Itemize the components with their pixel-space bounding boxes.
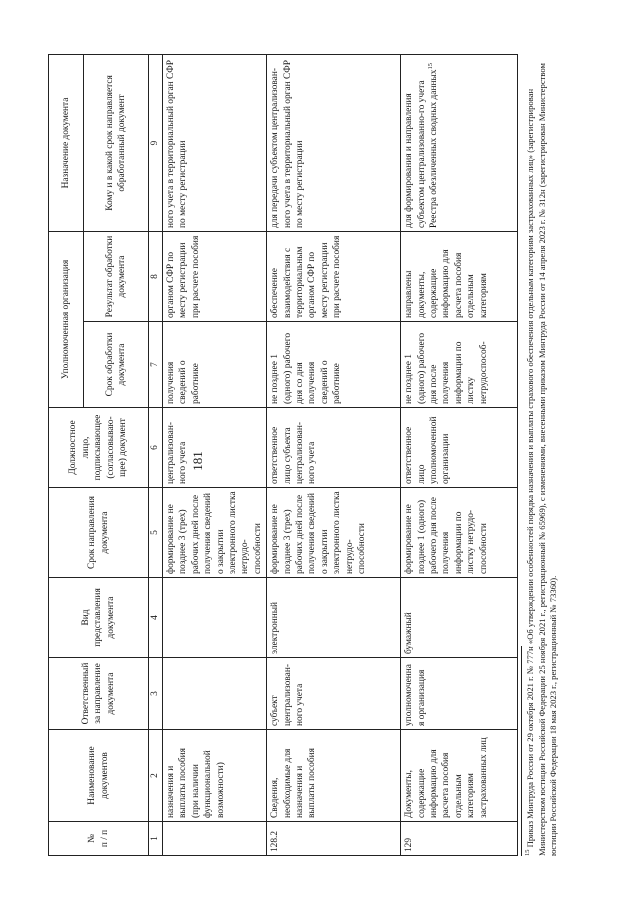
header-row-1 xyxy=(49,54,84,855)
header-processing-time: Срок обработки документа xyxy=(84,322,149,408)
column-number: 3 xyxy=(149,658,163,730)
header-document-name: Наименование документов xyxy=(49,730,149,822)
documents-table xyxy=(48,54,518,856)
cell-processing-time: получения сведений о работнике xyxy=(163,322,267,408)
cell-document-name: Сведения, необходимые для назначения и выплаты пособия xyxy=(267,730,401,822)
cell-deadline: формирование не позднее 1 (одного) рабочего дня после получения информации по листку нетрудо-способности xyxy=(401,488,518,578)
cell-responsible xyxy=(163,658,267,730)
cell-official: ответственное лицо субъекта централизован-ного учета xyxy=(267,408,401,488)
table-row xyxy=(267,54,401,855)
table-row xyxy=(401,54,518,855)
column-number: 7 xyxy=(149,322,163,408)
cell-responsible: субъект централизован-ного учета xyxy=(267,658,401,730)
cell-result: обеспечение взаимодействия с территориальным органом СФР по месту регистрации при расчете пособия xyxy=(267,231,401,321)
cell-deadline: формирование не позднее 3 (трех) рабочих дней после получения сведений о закрытии электронного листка нетрудо-способности xyxy=(267,488,401,578)
cell-processing-time: не позднее 1 (одного) рабочего дня после получения информации по листку нетрудоспособ- xyxy=(401,322,518,408)
column-number: 9 xyxy=(149,54,163,231)
column-number: 1 xyxy=(149,822,163,856)
header-responsible: Ответственный за направление документа xyxy=(49,658,149,730)
cell-number xyxy=(163,822,267,856)
header-form: Вид представления документа xyxy=(49,578,149,658)
cell-document-name: Документы, содержащие информацию для расчета пособия отдельным категориям застрахованных лиц xyxy=(401,730,518,822)
column-number: 2 xyxy=(149,730,163,822)
header-group-purpose: Назначение документа xyxy=(49,54,84,231)
cell-deadline: формирование не позднее 3 (трех) рабочих дней после получения сведений о закрытии электронного листка нетрудо-способности xyxy=(163,488,267,578)
header-result: Результат обработки документа xyxy=(84,231,149,321)
cell-official: ответственное лицо уполномоченной организации xyxy=(401,408,518,488)
column-number: 8 xyxy=(149,231,163,321)
cell-destination: ного учета в территориальный орган СФР по месту регистрации xyxy=(163,54,267,231)
cell-responsible: уполномоченная организация xyxy=(401,658,518,730)
column-numbers-row xyxy=(149,54,163,855)
cell-result: органом СФР по месту регистрации при расчете пособия xyxy=(163,231,267,321)
cell-form: бумажный xyxy=(401,578,518,658)
destination-text: для формирования и направления субъектом централизованно-го учета Реестра обезличенных сводных данных xyxy=(404,69,440,228)
header-group-organization: Уполномоченная организация xyxy=(49,231,84,407)
footnote-text: Приказ Минтруда России от 29 октября 2021 г. № 777н «Об утверждении особенностей порядка назначения и выплаты страхового обеспечения отдельным категориям застрахованных лиц» (зарегистрирован Министерством юстиции Российской Федерации 25 ноября 2021 г., регистрационный № 65969), с изменениями, внесенными приказом Минтруда России от 14 апреля 2023 г. № 312н (зарегистрирован Министерством юстиции Российской Федерации 18 мая 2023 г., регистрационный № 73360). xyxy=(525,63,558,856)
cell-number: 129 xyxy=(401,822,518,856)
column-number: 6 xyxy=(149,408,163,488)
cell-result: направлены документы, содержащие информацию для расчета пособия отдельным категориям xyxy=(401,231,518,321)
cell-form: электронный xyxy=(267,578,401,658)
footnote xyxy=(525,55,560,856)
header-deadline: Срок направления документа xyxy=(49,488,149,578)
page-number: 181 xyxy=(190,451,205,471)
cell-official: централизован-ного учета xyxy=(163,408,267,488)
cell-number: 128.2 xyxy=(267,822,401,856)
footnote-reference: 15 xyxy=(426,63,434,70)
cell-form xyxy=(163,578,267,658)
cell-destination xyxy=(401,54,518,231)
footnote-divider xyxy=(521,646,522,856)
column-number: 4 xyxy=(149,578,163,658)
header-destination: Кому и в какой срок направляется обработанный документ xyxy=(84,54,149,231)
cell-document-name: назначения и выплаты пособия (при наличии функциональной возможности) xyxy=(163,730,267,822)
cell-processing-time: не позднее 1 (одного) рабочего дня со дня получения сведений о работнике xyxy=(267,322,401,408)
header-number: № п / п xyxy=(49,822,149,856)
footnote-mark: 15 xyxy=(524,849,532,856)
column-number: 5 xyxy=(149,488,163,578)
table-row xyxy=(163,54,267,855)
header-official: Должностное лицо, подписывающее (согласовываю-щее) документ xyxy=(49,408,149,488)
cell-destination: для передачи субъектом централизован-ного учета в территориальный орган СФР по месту регистрации xyxy=(267,54,401,231)
